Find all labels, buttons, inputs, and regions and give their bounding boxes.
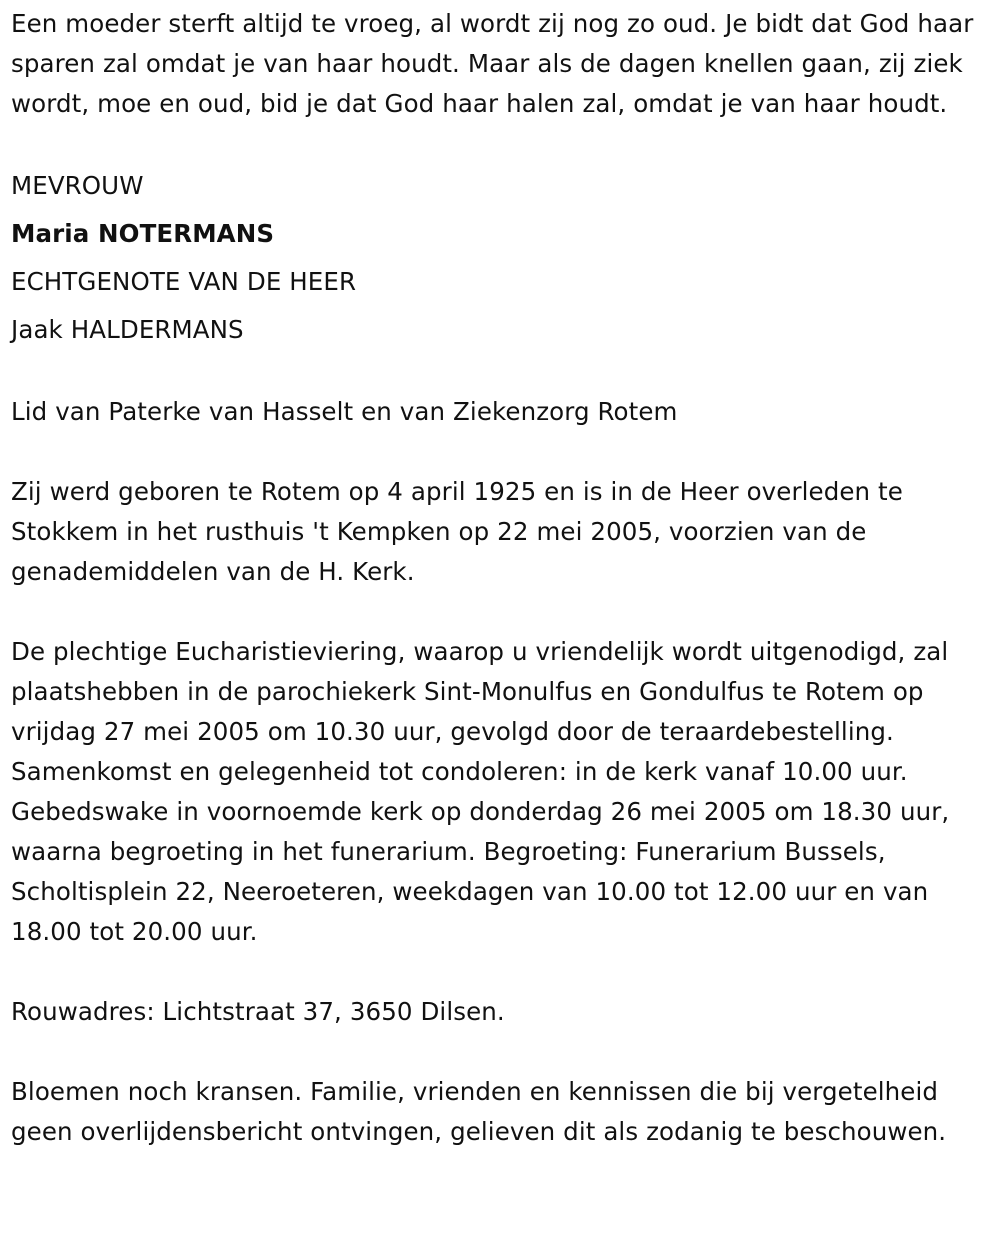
title-label: MEVROUW <box>11 171 144 200</box>
relation-label: ECHTGENOTE VAN DE HEER <box>11 267 357 296</box>
closing-paragraph: Bloemen noch kransen. Familie, vrienden en kennissen die bij vergetelheid geen overlijdensbericht ontvingen, gelieven dit als zodanig te beschouwen. <box>11 1077 947 1146</box>
ceremony-paragraph: De plechtige Eucharistieviering, waarop u vriendelijk wordt uitgenodigd, zal plaatshebben in de parochiekerk Sint-Monulfus en Gondulfus te Rotem op vrijdag 27 mei 2005 om 10.30 uur, gevolgd door de teraardebestelling. Samenkomst en gelegenheid tot condoleren: in de kerk vanaf 10.00 uur. Gebedswake in voornoemde kerk op donderdag 26 mei 2005 om 18.30 uur, waarna begroeting in het funerarium. Begroeting: Funerarium Bussels, Scholtisplein 22, Neeroeteren, weekdagen van 10.00 tot 12.00 uur en van 18.00 tot 20.00 uur. <box>11 637 950 946</box>
deceased-name: Maria NOTERMANS <box>11 219 275 248</box>
address-paragraph: Rouwadres: Lichtstraat 37, 3650 Dilsen. <box>11 997 505 1026</box>
poem-paragraph: Een moeder sterft altijd te vroeg, al wordt zij nog zo oud. Je bidt dat God haar sparen zal omdat je van haar houdt. Maar als de dagen knellen gaan, zij ziek wordt, moe en oud, bid je dat God haar halen zal, omdat je van haar houdt. <box>11 9 974 118</box>
obituary-document <box>11 4 991 1152</box>
membership-paragraph: Lid van Paterke van Hasselt en van Ziekenzorg Rotem <box>11 397 678 426</box>
birth-death-paragraph: Zij werd geboren te Rotem op 4 april 1925 en is in de Heer overleden te Stokkem in het rusthuis 't Kempken op 22 mei 2005, voorzien van de genademiddelen van de H. Kerk. <box>11 477 903 586</box>
spouse-name: Jaak HALDERMANS <box>11 315 244 344</box>
